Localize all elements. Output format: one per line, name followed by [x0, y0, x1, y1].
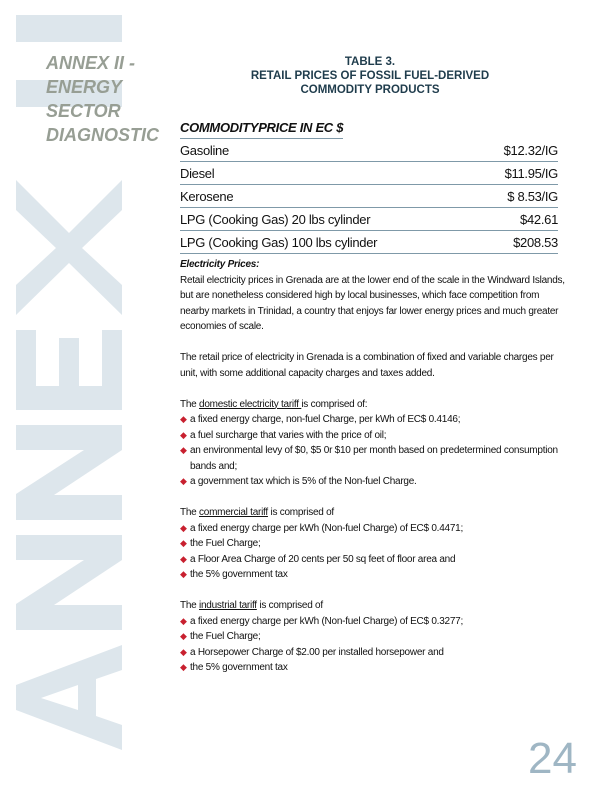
list-item — [180, 521, 565, 537]
paragraph-text: The retail price of electricity in Grenada is a combination of fixed and variable charges per unit, with some additional capacity charges and taxes added. — [180, 352, 554, 379]
bullet-icon: ◆ — [180, 476, 187, 486]
table-header-row — [180, 116, 476, 139]
text: The — [180, 600, 200, 611]
watermark-letter-e — [16, 330, 122, 410]
bullet-icon: ◆ — [180, 414, 187, 424]
list-item — [180, 567, 565, 583]
section-title-line: ENERGY — [46, 77, 123, 97]
electricity-heading: Electricity Prices: — [180, 259, 260, 270]
bullet-icon: ◆ — [180, 631, 187, 641]
list-item-text: the Fuel Charge; — [190, 538, 261, 549]
list-item — [180, 629, 565, 645]
domestic-tariff-intro — [180, 397, 565, 413]
list-item — [180, 474, 565, 490]
watermark-letter-a — [16, 645, 122, 750]
industrial-tariff-term: industrial tariff — [199, 600, 257, 611]
watermark-letter-n — [16, 425, 122, 520]
list-item — [180, 614, 565, 630]
price-table — [180, 116, 558, 254]
list-item-text: the 5% government tax — [190, 569, 288, 580]
bullet-icon: ◆ — [180, 646, 187, 657]
commodity-cell: Kerosene — [180, 185, 476, 208]
list-item — [180, 552, 565, 568]
section-title-line: DIAGNOSTIC — [46, 125, 160, 145]
table-row — [180, 162, 558, 185]
list-item — [180, 645, 565, 661]
commercial-tariff-term: commercial tariff — [199, 507, 268, 518]
bullet-icon: ◆ — [180, 522, 187, 533]
list-item — [180, 660, 565, 676]
table-title-line: RETAIL PRICES OF FOSSIL FUEL-DERIVED — [250, 70, 490, 82]
list-item-text: a fixed energy charge per kWh (Non-fuel Charge) of EC$ 0.4471; — [190, 522, 463, 534]
list-item-text: a fuel surcharge that varies with the price of oil; — [190, 429, 387, 441]
header-commodity: COMMODITY — [180, 116, 258, 139]
list-item — [180, 428, 565, 444]
commodity-cell: Gasoline — [180, 139, 476, 162]
list-item-text: an environmental levy of $0, $5 0r $10 per month based on predetermined consumption bands and; — [190, 445, 558, 472]
bullet-icon: ◆ — [180, 538, 187, 548]
table-row — [180, 139, 558, 162]
price-cell: $11.95/IG — [476, 162, 558, 185]
table-row — [180, 208, 558, 231]
bullet-icon: ◆ — [180, 662, 187, 672]
text: is comprised of — [267, 507, 334, 518]
table-title-line: COMMODITY PRODUCTS — [300, 84, 440, 96]
commodity-cell: LPG (Cooking Gas) 20 lbs cylinder — [180, 208, 476, 231]
list-item-text: the Fuel Charge; — [190, 631, 261, 642]
bullet-icon: ◆ — [180, 615, 187, 626]
text: The — [180, 507, 200, 518]
industrial-tariff-intro — [180, 598, 565, 614]
price-cell: $ 8.53/IG — [476, 185, 558, 208]
industrial-tariff-list — [180, 614, 565, 676]
bullet-icon: ◆ — [180, 445, 187, 455]
paragraph-text: Retail electricity prices in Grenada are at the lower end of the scale in the Windward Islands, but are nonetheless considered high by local businesses, which face competition from nearby markets in Trinidad, a country that enjoys far lower energy prices and much greater economies of scale. — [180, 274, 565, 332]
list-item-text: a government tax which is 5% of the Non-fuel Charge. — [190, 476, 417, 487]
commercial-tariff-intro — [180, 505, 565, 521]
section-title-line: ANNEX II - — [46, 53, 136, 73]
list-item — [180, 443, 565, 474]
table-row — [180, 231, 558, 254]
section-title — [46, 51, 159, 147]
header-price: PRICE IN EC $ — [258, 116, 343, 139]
list-item — [180, 412, 565, 428]
page-number: 24 — [528, 734, 577, 783]
price-cell: $42.61 — [476, 208, 558, 231]
watermark-letter-n — [16, 535, 122, 630]
text: is comprised of: — [301, 398, 368, 410]
section-title-line: SECTOR — [46, 101, 121, 121]
watermark-letter-i — [16, 15, 122, 42]
list-item — [180, 536, 565, 552]
bullet-icon: ◆ — [180, 569, 187, 579]
table-row — [180, 185, 558, 208]
text: is comprised of — [256, 600, 323, 611]
list-item-text: a Floor Area Charge of 20 cents per 50 sq feet of floor area and — [190, 553, 456, 565]
electricity-section — [180, 257, 565, 691]
domestic-tariff-list — [180, 412, 565, 490]
text: The — [180, 398, 200, 410]
list-item-text: a fixed energy charge, non-fuel Charge, per kWh of EC$ 0.4146; — [190, 414, 461, 425]
table-title — [180, 55, 560, 97]
commercial-tariff-list — [180, 521, 565, 583]
domestic-tariff-term: domestic electricity tariff — [199, 398, 302, 410]
price-cell: $208.53 — [476, 231, 558, 254]
list-item-text: a fixed energy charge per kWh (Non-fuel Charge) of EC$ 0.3277; — [190, 615, 463, 627]
commodity-cell: Diesel — [180, 162, 476, 185]
bullet-icon: ◆ — [180, 553, 187, 564]
table-title-line: TABLE 3. — [344, 56, 396, 68]
price-cell: $12.32/IG — [476, 139, 558, 162]
watermark-letter-x — [16, 180, 122, 315]
list-item-text: the 5% government tax — [190, 662, 288, 673]
bullet-icon: ◆ — [180, 429, 187, 440]
intro-paragraph — [180, 257, 565, 335]
list-item-text: a Horsepower Charge of $2.00 per installed horsepower and — [190, 646, 444, 658]
commodity-cell: LPG (Cooking Gas) 100 lbs cylinder — [180, 231, 476, 254]
